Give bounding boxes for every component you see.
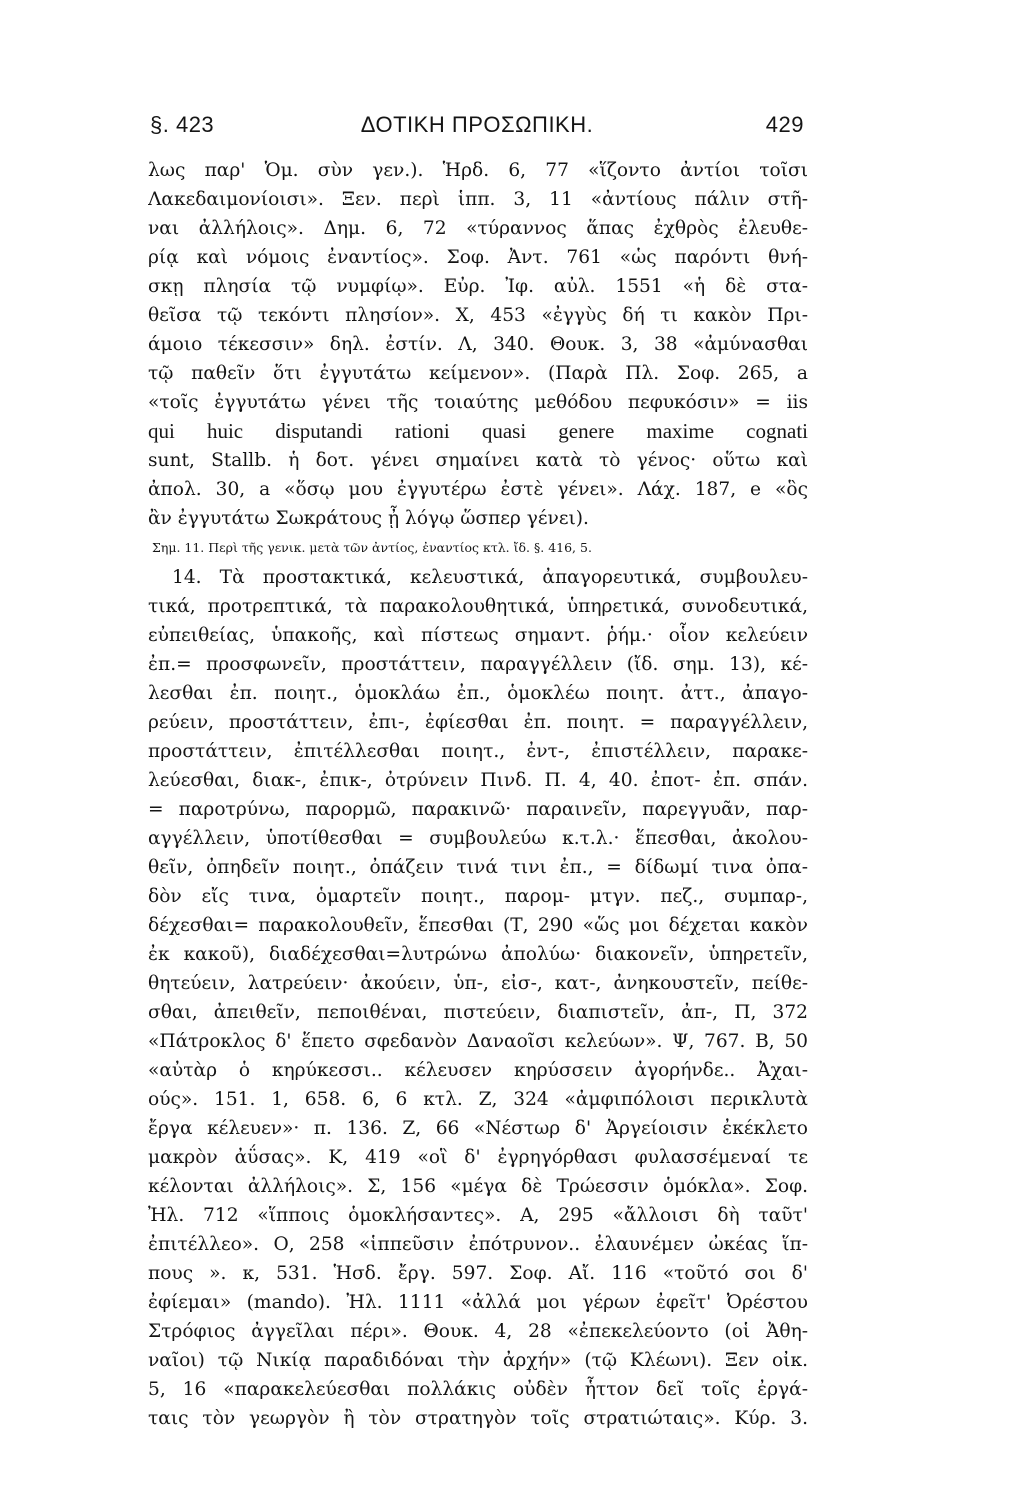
text-line: προστάττειν, ἐπιτέλλεσθαι ποιητ., ἐντ-, ἐπιστέλλειν, παρακε-	[148, 741, 808, 762]
text-line: λεύεσθαι, διακ-, ἐπικ-, ὀτρύνειν Πινδ. Π. 4, 40. ἐποτ- ἐπ. σπάν.	[148, 770, 808, 791]
text-line: λως παρ' Ὁμ. σὺν γεν.). Ἡρδ. 6, 77 «ἵζοντο ἀντίοι τοῖσι	[148, 160, 808, 181]
footnote-line: Σημ. 11. Περὶ τῆς γενικ. μετὰ τῶν ἀντίος, ἐναντίος κτλ. ἴδ. §. 416, 5.	[152, 540, 592, 555]
text-line: ἐπιτέλλεο». Ο, 258 «ἱππεῦσιν ἐπότρυνον.. ἐλαυνέμεν ὠκέας ἵπ-	[148, 1234, 808, 1255]
text-line: ἂν ἐγγυτάτω Σωκράτους ᾖ λόγῳ ὥσπερ γένει).	[148, 508, 589, 529]
text-line: ἔργα κέλευεν»· π. 136. Ζ, 66 «Νέστωρ δ' Ἀργείοισιν ἐκέκλετο	[148, 1118, 808, 1139]
text-line: = παροτρύνω, παρορμῶ, παρακινῶ· παραινεῖν, παρεγγυᾶν, παρ-	[148, 799, 808, 820]
text-line: σκῃ πλησία τῷ νυμφίῳ». Εὐρ. Ἰφ. αὐλ. 1551 «ἡ δὲ στα-	[148, 276, 808, 297]
section-number: §. 423	[150, 112, 215, 137]
text-line: τῷ παθεῖν ὅτι ἐγγυτάτω κείμενον». (Παρὰ Πλ. Σοφ. 265, a	[148, 363, 808, 384]
text-line: ναῖοι) τῷ Νικίᾳ παραδιδόναι τὴν ἀρχήν» (τῷ Κλέωνι). Ξεν οἰκ.	[148, 1350, 808, 1371]
text-line: ταις τὸν γεωργὸν ἢ τὸν στρατηγὸν τοῖς στρατιώταις». Κύρ. 3.	[148, 1408, 808, 1429]
body-text	[148, 156, 808, 1433]
text-line: θεῖσα τῷ τεκόντι πλησίον». Χ, 453 «ἐγγὺς δή τι κακὸν Πρι-	[148, 305, 808, 326]
text-line: δέχεσθαι= παρακολουθεῖν, ἕπεσθαι (Τ, 290 «ὥς μοι δέχεται κακὸν	[148, 915, 808, 936]
text-line: «αὐτὰρ ὁ κηρύκεσσι.. κέλευσεν κηρύσσειν ἀγορήνδε.. Ἀχαι-	[148, 1060, 808, 1081]
latin-text-line: qui huic disputandi rationi quasi genere maxime cognati	[148, 419, 808, 443]
text-line: άμοιο τέκεσσιν» δηλ. ἐστίν. Λ, 340. Θουκ. 3, 38 «ἀμύνασθαι	[148, 334, 808, 355]
text-line: ἀπολ. 30, a «ὅσῳ μου ἐγγυτέρω ἐστὲ γένει». Λάχ. 187, e «ὃς	[148, 479, 808, 500]
paragraph-start-line: 14. Τὰ προστακτικά, κελευστικά, ἀπαγορευτικά, συμβουλευ-	[172, 567, 808, 588]
text-line: Ἠλ. 712 «ἵπποις ὁμοκλήσαντες». Α, 295 «ἄλλοισι δὴ ταῦτ'	[148, 1205, 808, 1226]
text-line: «Πάτροκλος δ' ἕπετο σφεδανὸν Δαναοῖσι κελεύων». Ψ, 767. Β, 50	[148, 1031, 808, 1052]
running-title: ΔΟΤΙΚΗ ΠΡΟΣΩΠΙΚΗ.	[360, 112, 594, 137]
running-header	[150, 112, 804, 146]
text-line: Στρόφιος ἀγγεῖλαι πέρι». Θουκ. 4, 28 «ἐπεκελεύοντο (οἱ Ἀθη-	[148, 1321, 808, 1342]
text-line: Λακεδαιμονίοισι». Ξεν. περὶ ἱππ. 3, 11 «ἀντίους πάλιν στῆ-	[148, 189, 808, 210]
text-line: ούς». 151. 1, 658. 6, 6 κτλ. Ζ, 324 «ἀμφιπόλοισι περικλυτὰ	[148, 1089, 808, 1110]
text-line: 5, 16 «παρακελεύεσθαι πολλάκις οὐδὲν ἧττον δεῖ τοῖς ἐργά-	[148, 1379, 808, 1400]
text-line: ἐκ κακοῦ), διαδέχεσθαι=λυτρώνω ἀπολύω· διακονεῖν, ὑπηρετεῖν,	[148, 944, 808, 965]
text-line: ρεύειν, προστάττειν, ἐπι-, ἐφίεσθαι ἐπ. ποιητ. = παραγγέλλειν,	[148, 712, 808, 733]
text-line: λεσθαι ἐπ. ποιητ., ὁμοκλάω ἐπ., ὁμοκλέω ποιητ. ἀττ., ἀπαγο-	[148, 683, 808, 704]
text-line: θεῖν, ὀπηδεῖν ποιητ., ὀπάζειν τινά τινι ἐπ., = δίδωμί τινα ὀπα-	[148, 857, 808, 878]
text-line: κέλονται ἀλλήλοις». Σ, 156 «μέγα δὲ Τρώεσσιν ὁμόκλα». Σοφ.	[148, 1176, 808, 1197]
text-line: μακρὸν ἀΰσας». Κ, 419 «οἳ δ' ἐγρηγόρθασι φυλασσέμεναί τε	[148, 1147, 808, 1168]
text-line: τικά, προτρεπτικά, τὰ παρακολουθητικά, ὑπηρετικά, συνοδευτικά,	[148, 596, 808, 617]
text-line: δὸν εἴς τινα, ὁμαρτεῖν ποιητ., παρομ- μτγν. πεζ., συμπαρ-,	[148, 886, 808, 907]
text-line: θητεύειν, λατρεύειν· ἀκούειν, ὑπ-, εἰσ-, κατ-, ἀνηκουστεῖν, πείθε-	[148, 973, 808, 994]
text-line: ρίᾳ καὶ νόμοις ἐναντίος». Σοφ. Ἀντ. 761 «ὡς παρόντι θνή-	[148, 247, 808, 268]
text-line: ναι ἀλλήλοις». Δημ. 6, 72 «τύραννος ἅπας ἐχθρὸς ἐλευθε-	[148, 218, 808, 239]
text-line: ἐπ.= προσφωνεῖν, προστάττειν, παραγγέλλειν (ἴδ. σημ. 13), κέ-	[148, 654, 808, 675]
text-line: αγγέλλειν, ὑποτίθεσθαι = συμβουλεύω κ.τ.λ.· ἕπεσθαι, ἀκολου-	[148, 828, 808, 849]
text-line: «τοῖς ἐγγυτάτω γένει τῆς τοιαύτης μεθόδου πεφυκόσιν» = iis	[148, 392, 808, 413]
page-number: 429	[765, 112, 804, 137]
text-line: εὐπειθείας, ὑπακοῆς, καὶ πίστεως σημαντ. ῥήμ.· οἷον κελεύειν	[148, 625, 808, 646]
text-line: σθαι, ἀπειθεῖν, πεποιθέναι, πιστεύειν, διαπιστεῖν, ἀπ-, Π, 372	[148, 1002, 808, 1023]
text-line: ἐφίεμαι» (mando). Ἠλ. 1111 «ἀλλά μοι γέρων ἐφεῖτ' Ὀρέστου	[148, 1292, 808, 1313]
text-line: πους ». κ, 531. Ἡσδ. ἔργ. 597. Σοφ. Αἴ. 116 «τοῦτό σοι δ'	[148, 1263, 808, 1284]
text-line: sunt, Stallb. ἡ δοτ. γένει σημαίνει κατὰ τὸ γένος· οὕτω καὶ	[148, 450, 808, 471]
